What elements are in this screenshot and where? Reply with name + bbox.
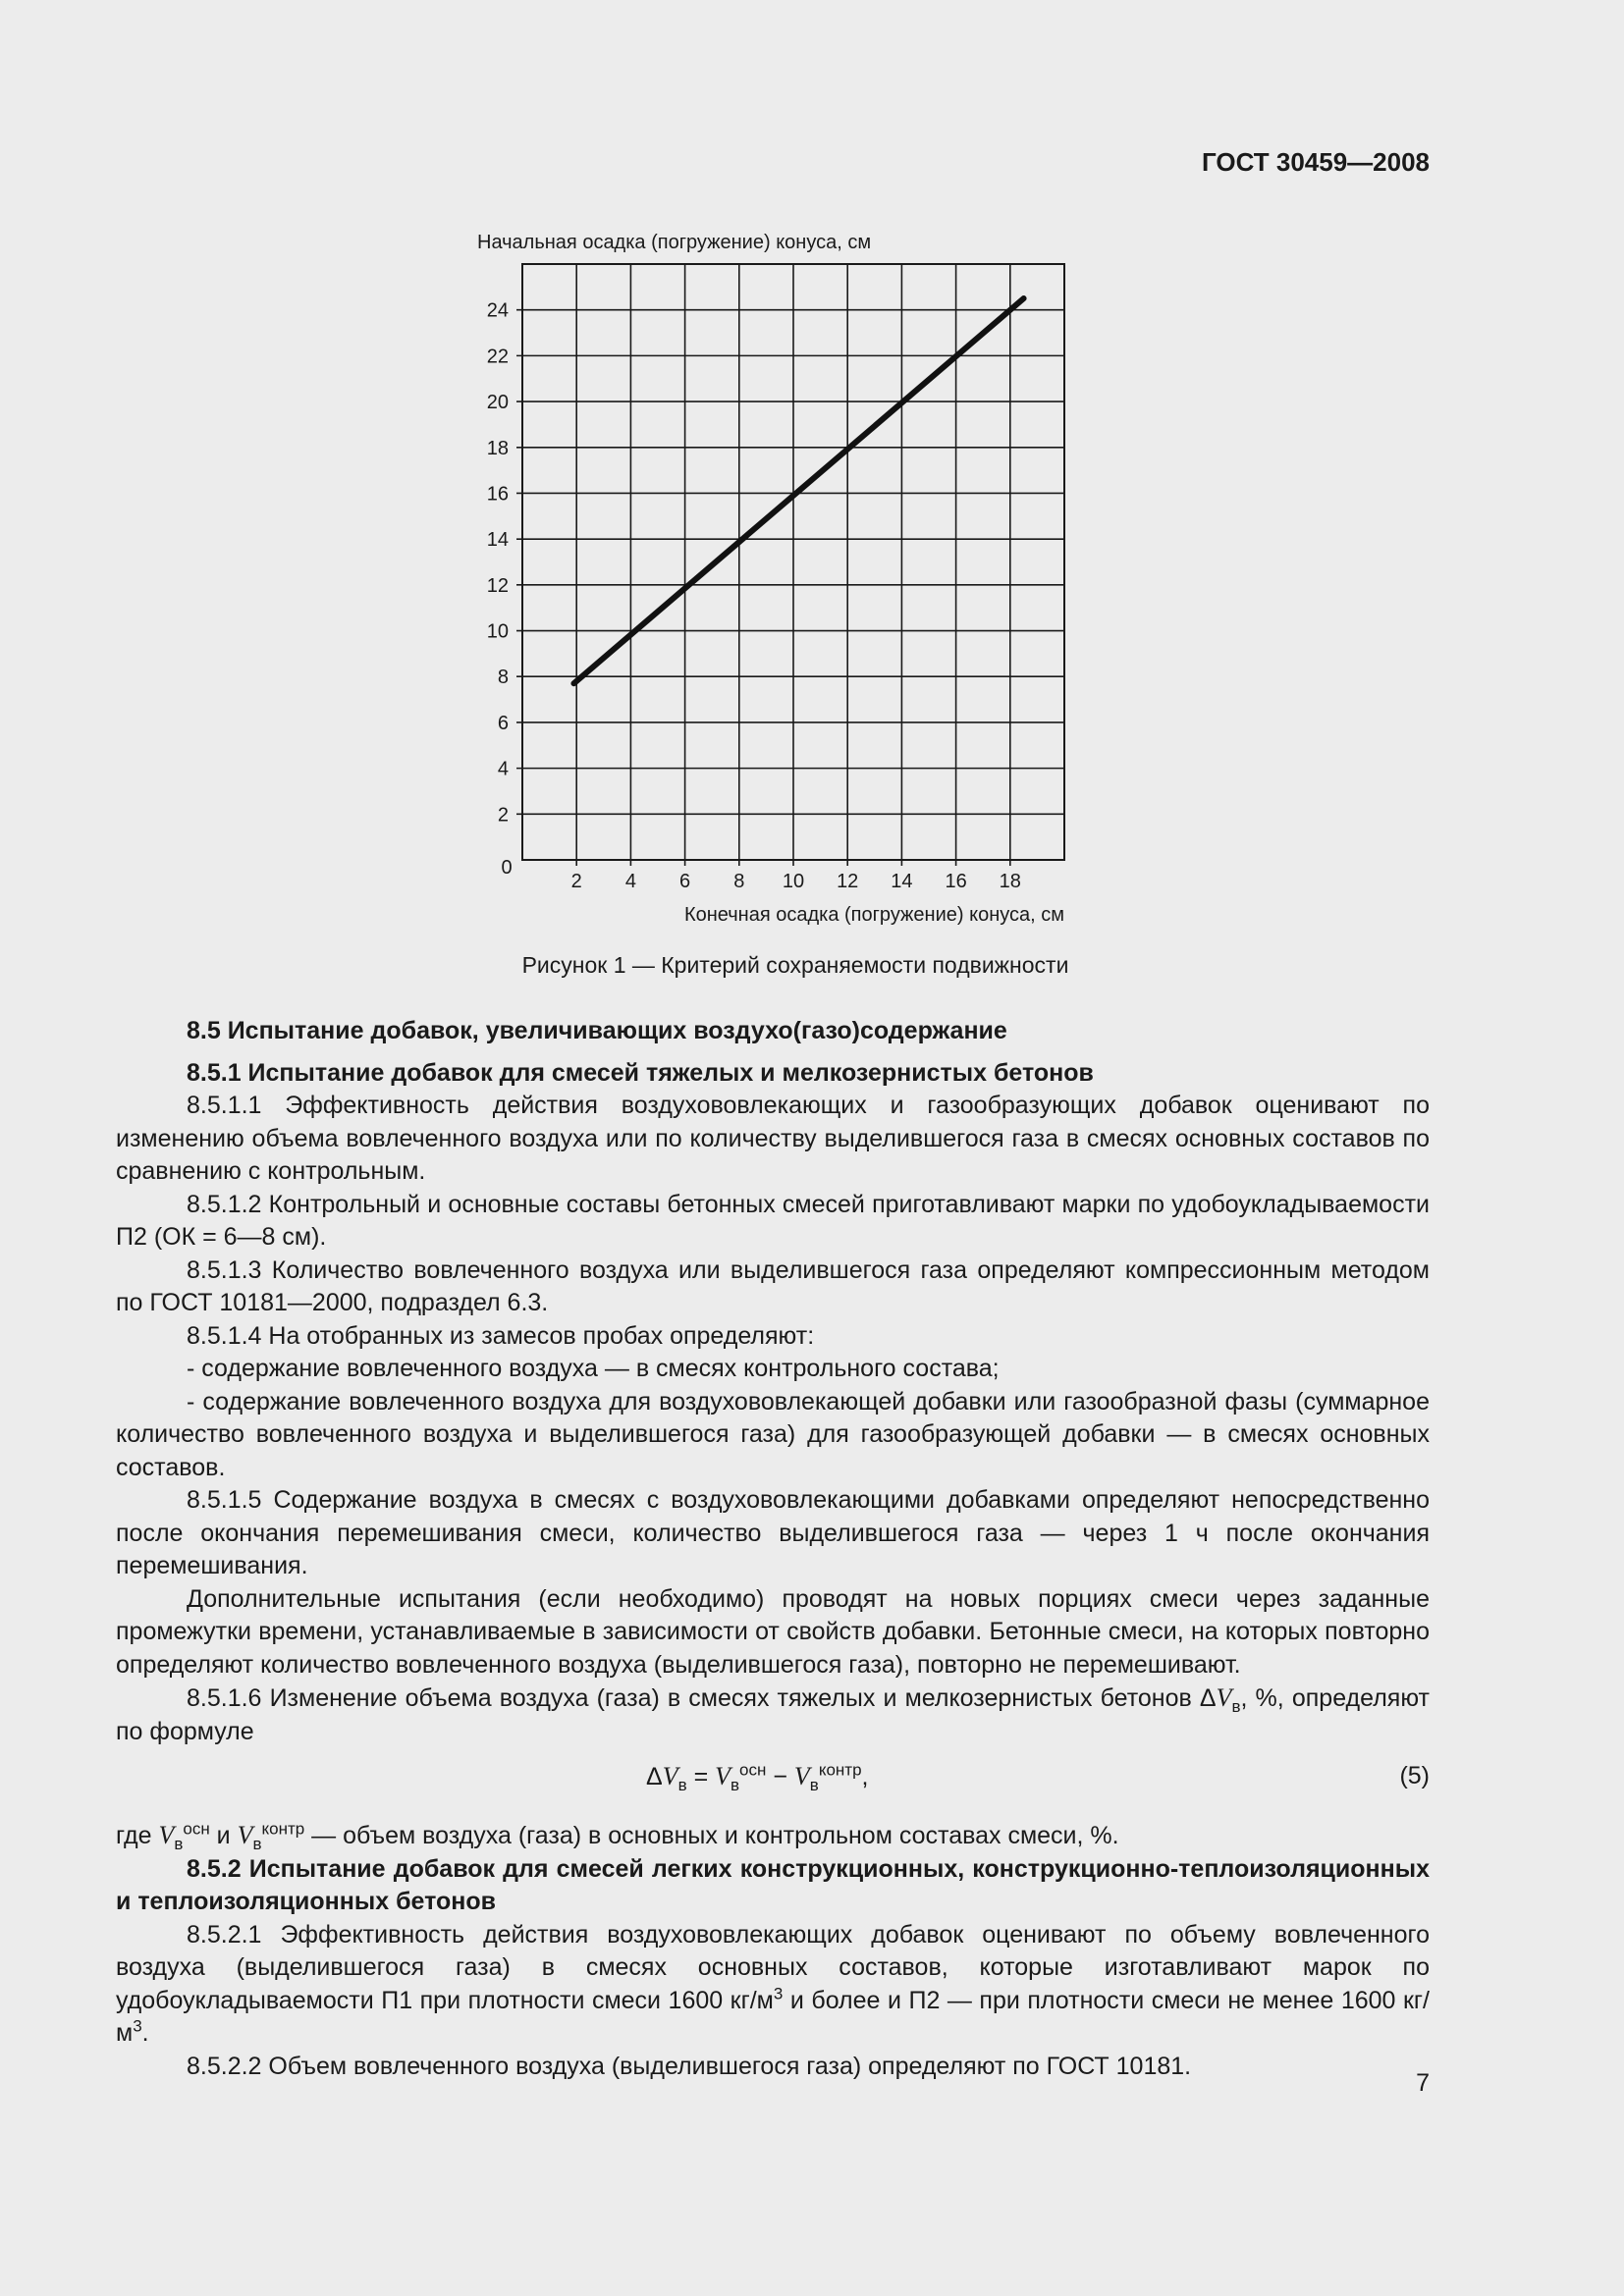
paragraph-additional-tests: Дополнительные испытания (если необходимо) проводят на новых порциях смеси через заданные промежутки времени, устанавливаемые в зависимости от свойств добавки. Бетонные смеси, на которых повторно определяют количество вовлеченного воздуха (выделившегося газа), повторно не перемешивают. <box>116 1584 1430 1679</box>
paragraph-8-5-2-1-part-a: 8.5.2.1 Эффективность действия воздухововлекающих добавок оценивают по объему вовлеченного воздуха (выделившегося газа) в смесях основных составов, которые изготавливают марок по удобоукладываемости П1 при плотности смеси 1600 кг/м <box>116 1920 1430 2014</box>
superscript-3: 3 <box>133 2016 142 2036</box>
subscript-v: в <box>174 1835 184 1853</box>
page-number: 7 <box>1416 2069 1430 2097</box>
y-tick-label: 8 <box>497 667 509 689</box>
x-tick-label: 10 <box>782 871 805 892</box>
paragraph-8-5-1-1: 8.5.1.1 Эффективность действия воздухововлекающих и газообразующих добавок оценивают по изменению объема вовлеченного воздуха или по количеству выделившегося газа в смесях основных составов по сравнению с контрольным. <box>116 1092 1430 1185</box>
paragraph-8-5-2-1-part-b: и более и П2 — при плотности смеси не менее 1600 кг/м <box>116 1986 1430 2047</box>
paragraph-8-5-1-3: 8.5.1.3 Количество вовлеченного воздуха или выделившегося газа определяют компрессионным методом по ГОСТ 10181—2000, подраздел 6.3. <box>116 1255 1430 1316</box>
superscript-kontr: контр <box>261 1819 305 1839</box>
section-heading-8-5-1: 8.5.1 Испытание добавок для смесей тяжелых и мелкозернистых бетонов <box>187 1058 1094 1087</box>
superscript-osn: осн <box>183 1819 210 1839</box>
symbol-v: V <box>793 1762 810 1790</box>
y-tick-label: 18 <box>486 437 509 459</box>
chart-svg <box>461 221 1090 937</box>
paragraph-8-5-1-6-text: 8.5.1.6 Изменение объема воздуха (газа) в смесях тяжелых и мелкозернистых бетонов <box>187 1684 1200 1712</box>
chart-grid <box>516 264 1064 866</box>
x-tick-label: 8 <box>733 871 745 892</box>
delta-symbol: Δ <box>646 1763 663 1790</box>
minus-sign: − <box>766 1763 794 1790</box>
chart-ticks <box>487 300 1021 892</box>
y-tick-label: 24 <box>486 299 509 322</box>
paragraph-8-5-1-6-tail: , %, определяют по формуле <box>116 1684 1430 1745</box>
x-axis-title: Конечная осадка (погружение) конуса, см <box>683 904 1064 926</box>
x-tick-label: 18 <box>999 871 1021 892</box>
y-tick-label: 22 <box>486 346 509 368</box>
y-tick-label: 16 <box>486 483 509 506</box>
body-text <box>116 1015 1430 2083</box>
section-heading-8-5-2: 8.5.2 Испытание добавок для смесей легких конструкционных, конструкционно-теплоизоляционных и теплоизоляционных бетонов <box>116 1854 1430 1915</box>
y-axis-title: Начальная осадка (погружение) конуса, см <box>477 232 872 253</box>
paragraph-8-5-1-5: 8.5.1.5 Содержание воздуха в смесях с воздухововлекающими добавками определяют непосредственно после окончания перемешивания смеси, количество выделившегося газа — через 1 ч после окончания перемешивания. <box>116 1486 1430 1579</box>
paragraph-8-5-1-2: 8.5.1.2 Контрольный и основные составы бетонных смесей приготавливают марки по удобоукладываемости П2 (ОК = 6—8 см). <box>116 1190 1430 1251</box>
y-tick-label: 20 <box>486 392 509 414</box>
formula-expression <box>646 1760 868 1794</box>
paragraph-8-5-2-1-part-c: . <box>141 2019 149 2047</box>
y-tick-label: 12 <box>486 574 509 597</box>
x-tick-label: 4 <box>624 871 636 892</box>
symbol-v: V <box>662 1762 678 1790</box>
formula-number: (5) <box>1399 1762 1430 1789</box>
x-tick-label: 12 <box>837 871 859 892</box>
equals-sign: = <box>686 1763 716 1790</box>
origin-label: 0 <box>501 857 513 879</box>
subscript-v: в <box>677 1776 687 1794</box>
paragraph-8-5-2-2: 8.5.2.2 Объем вовлеченного воздуха (выделившегося газа) определяют по ГОСТ 10181. <box>187 2052 1192 2080</box>
formula-comma: , <box>861 1763 869 1790</box>
y-tick-label: 10 <box>486 620 509 643</box>
subscript-v: в <box>809 1776 819 1794</box>
figure-caption: Рисунок 1 — Критерий сохраняемости подвижности <box>521 952 1069 978</box>
x-tick-label: 6 <box>679 871 691 892</box>
paragraph-8-5-1-6 <box>116 1682 1430 1748</box>
x-tick-label: 2 <box>570 871 582 892</box>
formula-where-clause <box>116 1819 1430 1853</box>
superscript-3: 3 <box>773 1984 784 2003</box>
subscript-v: в <box>252 1835 262 1853</box>
list-item: - содержание вовлеченного воздуха для воздухововлекающей добавки или газообразной фазы (суммарное количество вовлеченного воздуха и выделившегося газа) для газообразующей добавки — в смесях основных составов. <box>116 1387 1430 1481</box>
section-heading-8-5: 8.5 Испытание добавок, увеличивающих воздухо(газо)содержание <box>187 1017 1007 1044</box>
subscript-v: в <box>731 1776 740 1794</box>
figure-chart <box>461 221 1090 937</box>
symbol-v: V <box>237 1821 253 1849</box>
paragraph-8-5-1-4: 8.5.1.4 На отобранных из замесов пробах определяют: <box>187 1321 815 1350</box>
superscript-osn: осн <box>739 1760 767 1780</box>
x-tick-label: 16 <box>945 871 967 892</box>
superscript-kontr: контр <box>818 1760 862 1780</box>
where-tail: — объем воздуха (газа) в основных и контрольном составах смеси, %. <box>304 1822 1119 1849</box>
formula-5 <box>116 1758 1430 1809</box>
y-tick-label: 4 <box>497 758 509 780</box>
delta-symbol: Δ <box>1199 1684 1217 1712</box>
paragraph-8-5-2-1 <box>116 1919 1430 2051</box>
symbol-v: V <box>158 1821 175 1849</box>
where-and: и <box>209 1822 238 1849</box>
y-tick-label: 6 <box>497 712 509 734</box>
symbol-v: V <box>1216 1683 1232 1712</box>
y-tick-label: 14 <box>486 529 509 552</box>
list-item: - содержание вовлеченного воздуха — в смесях контрольного состава; <box>187 1355 1000 1382</box>
x-tick-label: 14 <box>891 871 913 892</box>
where-prefix: где <box>116 1822 159 1849</box>
standard-header: ГОСТ 30459—2008 <box>1202 147 1430 177</box>
y-tick-label: 2 <box>497 804 509 827</box>
symbol-v: V <box>715 1762 731 1790</box>
subscript-v: в <box>1231 1697 1241 1716</box>
